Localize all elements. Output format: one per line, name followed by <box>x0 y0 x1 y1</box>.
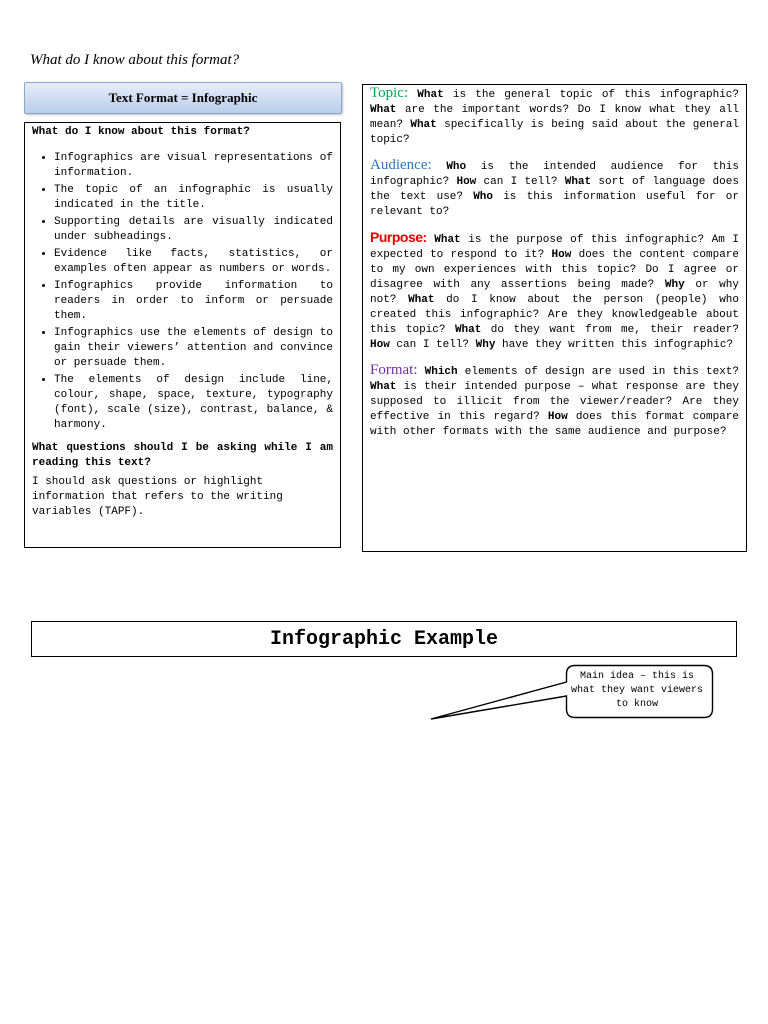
question-keyword: What <box>564 176 592 188</box>
question-keyword: What <box>417 89 444 101</box>
callout-text: Main idea – this is what they want viewers to know <box>570 671 704 710</box>
purpose-label: Purpose: <box>370 229 427 245</box>
list-item: • Infographics use the elements of design to gain their viewers’ attention and convince or persuade them. <box>54 326 333 371</box>
question-text: is this information useful for or relevant to? <box>370 191 740 218</box>
question-keyword: How <box>547 411 568 423</box>
topic-paragraph <box>370 86 739 148</box>
question-keyword: How <box>456 176 477 188</box>
audience-paragraph <box>370 158 739 220</box>
question-what-to-ask: What questions should I be asking while I am reading this text? <box>32 442 333 469</box>
question-keyword: How <box>551 249 572 261</box>
list-item: • The elements of design include line, colour, shape, space, texture, typography (font), scale (size), contrast, balance, & harmony. <box>54 373 333 433</box>
list-item: • The topic of an infographic is usually indicated in the title. <box>54 183 333 213</box>
infographic-example-heading: Infographic Example <box>31 621 737 657</box>
question-text: or why not? <box>370 279 739 306</box>
question-text: is the general topic of this infographic? <box>443 89 739 101</box>
list-item: • Infographics are visual representations of information. <box>54 151 333 181</box>
question-text: is the intended audience for this infographic? <box>370 161 740 188</box>
topic-text <box>370 89 739 146</box>
topic-label: Topic: <box>370 85 409 101</box>
question-text: specifically is being said about the general topic? <box>370 119 739 146</box>
format-label: Format: <box>370 362 418 378</box>
question-text: do I know about the person (people) who created this infographic? Are they knowledgeable about this topic? <box>370 294 739 336</box>
question-keyword: Who <box>473 191 494 203</box>
purpose-text <box>370 234 739 351</box>
question-keyword: Why <box>664 279 685 291</box>
list-item: • Infographics provide information to readers in order to inform or persuade them. <box>54 279 333 324</box>
question-text: sort of language does the text use? <box>370 176 739 203</box>
format-title-banner: Text Format = Infographic <box>24 82 342 114</box>
question-text: does this format compare with other formats with the same audience and purpose? <box>370 411 739 438</box>
question-text: have they written this infographic? <box>495 339 734 351</box>
question-keyword: Who <box>446 161 467 173</box>
question-keyword: Why <box>475 339 496 351</box>
question-keyword: What <box>370 381 397 393</box>
question-text: is their intended purpose – what response are they supposed to illicit from the viewer/reader? Are they effective in this regard? <box>370 381 739 423</box>
question-keyword: What <box>434 234 461 246</box>
format-knowledge-box <box>24 122 341 548</box>
list-item: • Supporting details are visually indicated under subheadings. <box>54 215 333 245</box>
question-keyword: What <box>454 324 482 336</box>
question-what-do-i-know: What do I know about this format? <box>32 126 250 138</box>
format-facts-list <box>32 151 333 433</box>
question-keyword: How <box>370 339 390 351</box>
question-text: can I tell? <box>389 339 476 351</box>
question-text: can I tell? <box>476 176 565 188</box>
question-keyword: What <box>408 294 435 306</box>
format-paragraph <box>370 363 739 440</box>
question-text: are the important words? Do I know what they all mean? <box>370 104 739 131</box>
question-keyword: Which <box>424 366 458 378</box>
list-item: • Evidence like facts, statistics, or examples often appear as numbers or words. <box>54 247 333 277</box>
audience-label: Audience: <box>370 157 432 173</box>
question-text: elements of design are used in this text? <box>457 366 739 378</box>
answer-text: I should ask questions or highlight information that refers to the writing variables (TAPF). <box>32 476 283 518</box>
question-text: does the content compare to my own experiences with this topic? Do I agree or disagree with any assertions being made? <box>370 249 740 291</box>
tapf-questions-box <box>362 84 747 552</box>
question-keyword: What <box>410 119 437 131</box>
purpose-paragraph <box>370 230 739 353</box>
question-keyword: What <box>370 104 397 116</box>
question-text: do they want from me, their reader? <box>481 324 739 336</box>
page-heading: What do I know about this format? <box>30 52 240 68</box>
question-text: is the purpose of this infographic? Am I expected to respond to it? <box>370 234 739 261</box>
format-text <box>370 366 739 438</box>
